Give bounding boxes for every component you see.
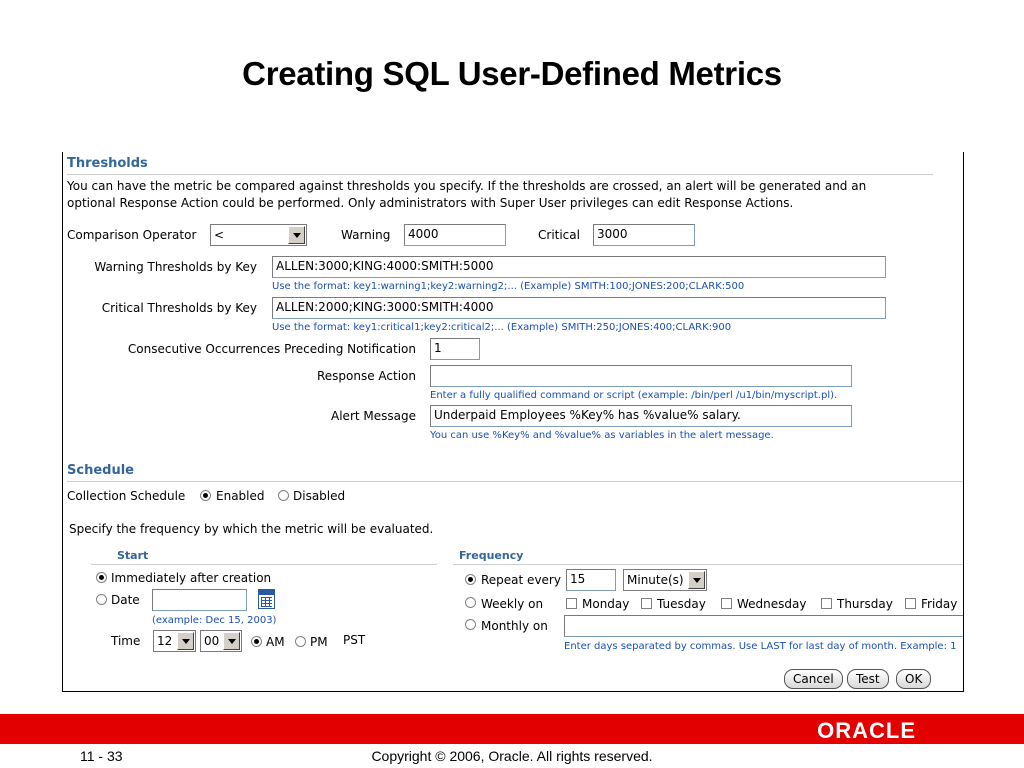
start-date-radio[interactable]	[96, 594, 107, 605]
start-immediately-label: Immediately after creation	[111, 571, 272, 585]
critical-by-key-hint: Use the format: key1:critical1;key2:critical2;... (Example) SMITH:250;JONES:400;CLARK:900	[272, 322, 732, 333]
cancel-button[interactable]: Cancel	[784, 669, 843, 689]
oracle-logo-text: ORACLE	[817, 718, 916, 743]
start-am-label: AM	[266, 635, 285, 649]
warning-label: Warning	[341, 228, 391, 242]
chevron-down-icon	[688, 571, 705, 589]
repeat-unit-select[interactable]	[623, 569, 707, 591]
collection-enabled-label: Enabled	[216, 489, 265, 503]
alert-message-label: Alert Message	[331, 409, 416, 423]
day-label-friday: Friday	[921, 597, 958, 611]
start-am-radio[interactable]	[251, 636, 262, 647]
start-date-hint: (example: Dec 15, 2003)	[152, 615, 277, 626]
monthly-on-hint: Enter days separated by commas. Use LAST for last day of month. Example: 1	[564, 641, 957, 652]
schedule-heading: Schedule	[67, 463, 134, 478]
warning-by-key-hint: Use the format: key1:warning1;key2:warning2;... (Example) SMITH:100;JONES:200;CLARK:500	[272, 281, 745, 292]
weekly-on-radio[interactable]	[465, 597, 476, 608]
start-pm-label: PM	[310, 635, 328, 649]
chevron-down-icon	[223, 632, 240, 650]
test-button[interactable]: Test	[847, 669, 889, 689]
start-timezone: PST	[343, 633, 366, 647]
start-time-label: Time	[111, 634, 141, 648]
start-minute-value: 00	[204, 634, 220, 648]
critical-input[interactable]: 3000	[593, 224, 695, 246]
collection-disabled-label: Disabled	[293, 489, 346, 503]
start-minute-select[interactable]	[200, 630, 242, 652]
critical-by-key-input[interactable]: ALLEN:2000;KING:3000:SMITH:4000	[272, 297, 886, 319]
day-checkbox-thursday[interactable]	[821, 598, 832, 609]
thresholds-heading: Thresholds	[67, 156, 148, 171]
monthly-on-label: Monthly on	[481, 619, 548, 633]
start-hour-select[interactable]	[153, 630, 196, 652]
calendar-icon[interactable]	[258, 589, 275, 609]
start-hour-value: 12	[157, 634, 173, 648]
collection-schedule-label: Collection Schedule	[67, 489, 186, 503]
response-action-input[interactable]	[430, 365, 852, 387]
consecutive-occurrences-input[interactable]: 1	[430, 338, 480, 360]
consecutive-occurrences-label: Consecutive Occurrences Preceding Notification	[127, 342, 416, 356]
day-checkbox-monday[interactable]	[566, 598, 577, 609]
day-label-wednesday: Wednesday	[737, 597, 807, 611]
start-immediately-radio[interactable]	[96, 572, 107, 583]
monthly-on-input[interactable]	[564, 615, 964, 637]
start-date-label: Date	[111, 593, 140, 607]
comparison-operator-label: Comparison Operator	[67, 228, 197, 242]
critical-by-key-label: Critical Thresholds by Key	[101, 301, 257, 315]
collection-enabled-radio[interactable]	[200, 490, 211, 501]
day-checkbox-friday[interactable]	[905, 598, 916, 609]
day-checkbox-wednesday[interactable]	[721, 598, 732, 609]
day-label-thursday: Thursday	[837, 597, 893, 611]
chevron-down-icon	[288, 226, 305, 244]
repeat-every-radio[interactable]	[465, 574, 476, 585]
warning-by-key-label: Warning Thresholds by Key	[94, 260, 257, 274]
collection-disabled-radio[interactable]	[278, 490, 289, 501]
start-divider	[91, 564, 437, 565]
alert-message-input[interactable]: Underpaid Employees %Key% has %value% salary.	[430, 405, 852, 427]
screenshot-panel	[62, 152, 964, 692]
thresholds-description-line2: optional Response Action could be performed. Only administrators with Super User privileges can edit Response Actions.	[67, 196, 794, 210]
day-label-tuesday: Tuesday	[657, 597, 706, 611]
critical-label: Critical	[538, 228, 580, 242]
response-action-label: Response Action	[316, 369, 416, 383]
schedule-divider	[67, 481, 964, 482]
repeat-every-input[interactable]: 15	[566, 569, 616, 591]
start-date-input[interactable]	[152, 589, 247, 611]
response-action-hint: Enter a fully qualified command or script (example: /bin/perl /u1/bin/myscript.pl).	[430, 390, 838, 401]
frequency-divider	[453, 564, 964, 565]
monthly-on-radio[interactable]	[465, 619, 476, 630]
frequency-description: Specify the frequency by which the metric will be evaluated.	[69, 522, 434, 536]
warning-input[interactable]: 4000	[404, 224, 506, 246]
slide-title: Creating SQL User-Defined Metrics	[242, 55, 782, 92]
comparison-operator-select[interactable]	[210, 224, 307, 246]
chevron-down-icon	[177, 632, 194, 650]
day-checkbox-tuesday[interactable]	[641, 598, 652, 609]
frequency-heading: Frequency	[459, 549, 524, 562]
thresholds-description-line1: You can have the metric be compared against thresholds you specify. If the thresholds are crossed, an alert will be generated and an	[67, 179, 867, 193]
ok-button[interactable]: OK	[896, 669, 931, 689]
alert-message-hint: You can use %Key% and %value% as variables in the alert message.	[430, 430, 774, 441]
page-number: 11 - 33	[80, 748, 123, 764]
repeat-every-label: Repeat every	[481, 573, 561, 587]
weekly-on-label: Weekly on	[481, 597, 544, 611]
oracle-logo	[817, 718, 916, 744]
copyright: Copyright © 2006, Oracle. All rights reserved.	[371, 748, 653, 764]
start-pm-radio[interactable]	[295, 636, 306, 647]
repeat-unit-value: Minute(s)	[627, 573, 684, 587]
warning-by-key-input[interactable]: ALLEN:3000;KING:4000:SMITH:5000	[272, 256, 886, 278]
day-label-monday: Monday	[582, 597, 630, 611]
start-heading: Start	[117, 549, 149, 562]
comparison-operator-value: <	[214, 228, 225, 242]
thresholds-divider	[67, 174, 933, 175]
